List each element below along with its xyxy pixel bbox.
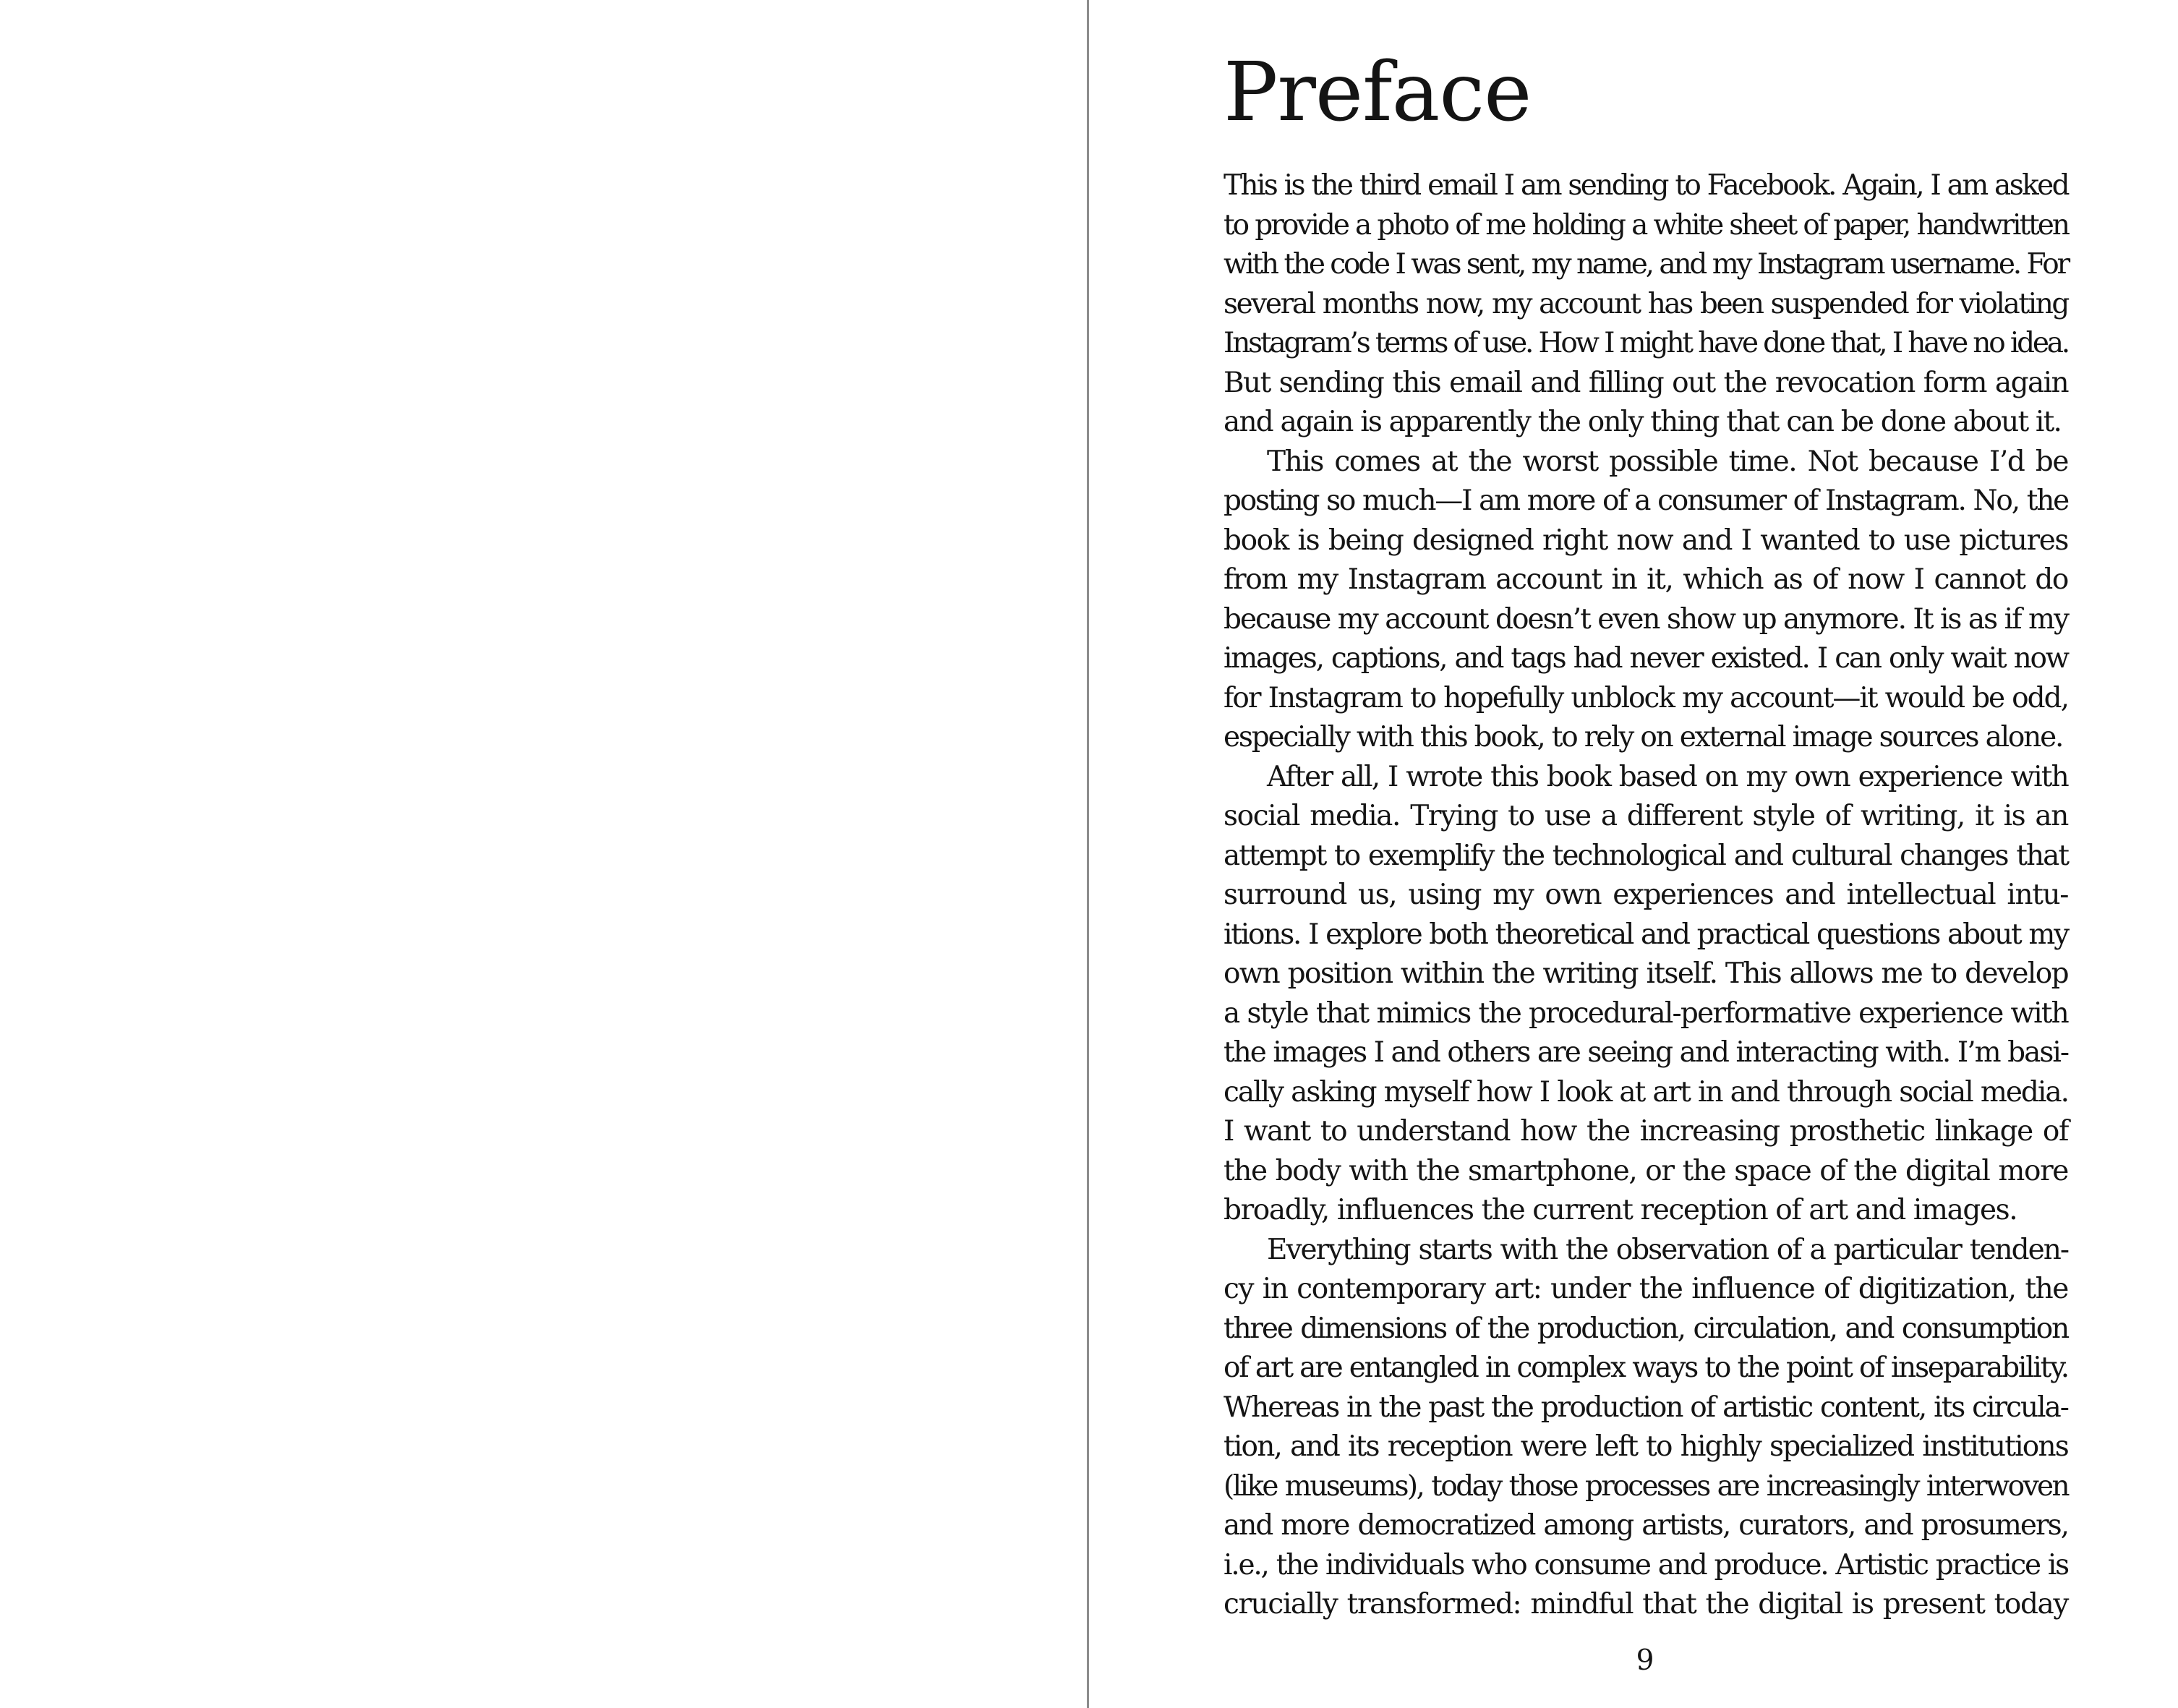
text-line: and again is apparently the only thing that can be done about it. (1223, 406, 2062, 438)
text-line: posting so much—I am more of a consumer of Instagram. No, the (1223, 484, 2068, 517)
text-line: itions. I explore both theoretical and practical questions about my (1223, 918, 2068, 951)
text-line: a style that mimics the procedural-performative experience with (1223, 996, 2068, 1030)
page-number: 9 (1636, 1644, 1654, 1677)
text-line: Whereas in the past the production of artistic content, its circula- (1223, 1391, 2068, 1424)
text-line: social media. Trying to use a different style of writing, it is an (1223, 800, 2068, 832)
text-line: But sending this email and filling out the revocation form again (1223, 366, 2068, 399)
text-line: of art are entangled in complex ways to the point of inseparability. (1223, 1352, 2068, 1384)
text-line: tion, and its reception were left to highly specialized institutions (1223, 1430, 2068, 1463)
left-blank-page (0, 0, 1087, 1708)
text-line: because my account doesn’t even show up anymore. It is as if my (1223, 602, 2068, 636)
text-line: with the code I was sent, my name, and my Instagram username. For (1223, 248, 2068, 281)
text-line: This comes at the worst possible time. Not because I’d be (1267, 445, 2068, 478)
text-line: cy in contemporary art: under the influence of digitization, the (1223, 1273, 2068, 1305)
text-line: three dimensions of the production, circulation, and consumption (1223, 1312, 2068, 1345)
text-line: several months now, my account has been suspended for violating (1223, 287, 2068, 320)
text-line: Instagram’s terms of use. How I might have done that, I have no idea. (1223, 327, 2068, 359)
text-line: crucially transformed: mindful that the digital is present today (1223, 1588, 2068, 1621)
text-line: own position within the writing itself. This allows me to develop (1223, 957, 2068, 990)
text-line: After all, I wrote this book based on my own experience with (1267, 760, 2068, 793)
text-line: i.e., the individuals who consume and produce. Artistic practice is (1223, 1548, 2068, 1581)
text-line: This is the third email I am sending to Facebook. Again, I am asked (1223, 169, 2068, 202)
text-line: book is being designed right now and I wanted to use pictures (1223, 524, 2068, 557)
text-line: the body with the smartphone, or the space of the digital more (1223, 1154, 2068, 1187)
text-line: broadly, influences the current reception of art and images. (1223, 1194, 2017, 1226)
text-line: to provide a photo of me holding a white sheet of paper, handwritten (1223, 208, 2068, 242)
text-line: for Instagram to hopefully unblock my account—it would be odd, (1223, 681, 2068, 714)
text-line: surround us, using my own experiences and intellectual intu- (1223, 879, 2068, 911)
text-line: especially with this book, to rely on external image sources alone. (1223, 721, 2063, 753)
text-line: Everything starts with the observation of a particular tenden- (1267, 1233, 2068, 1266)
text-line: I want to understand how the increasing prosthetic linkage of (1223, 1115, 2068, 1148)
text-line: the images I and others are seeing and interacting with. I’m basi- (1223, 1036, 2068, 1069)
text-line: from my Instagram account in it, which as of now I cannot do (1223, 563, 2068, 596)
page-title: Preface (1223, 46, 1532, 140)
text-line: cally asking myself how I look at art in and through social media. (1223, 1075, 2068, 1109)
text-line: images, captions, and tags had never existed. I can only wait now (1223, 642, 2068, 675)
text-line: (like museums), today those processes are increasingly interwoven (1223, 1469, 2068, 1503)
text-line: and more democratized among artists, curators, and prosumers, (1223, 1509, 2068, 1542)
body-text (1223, 166, 2068, 1625)
text-line: attempt to exemplify the technological and cultural changes that (1223, 839, 2068, 872)
